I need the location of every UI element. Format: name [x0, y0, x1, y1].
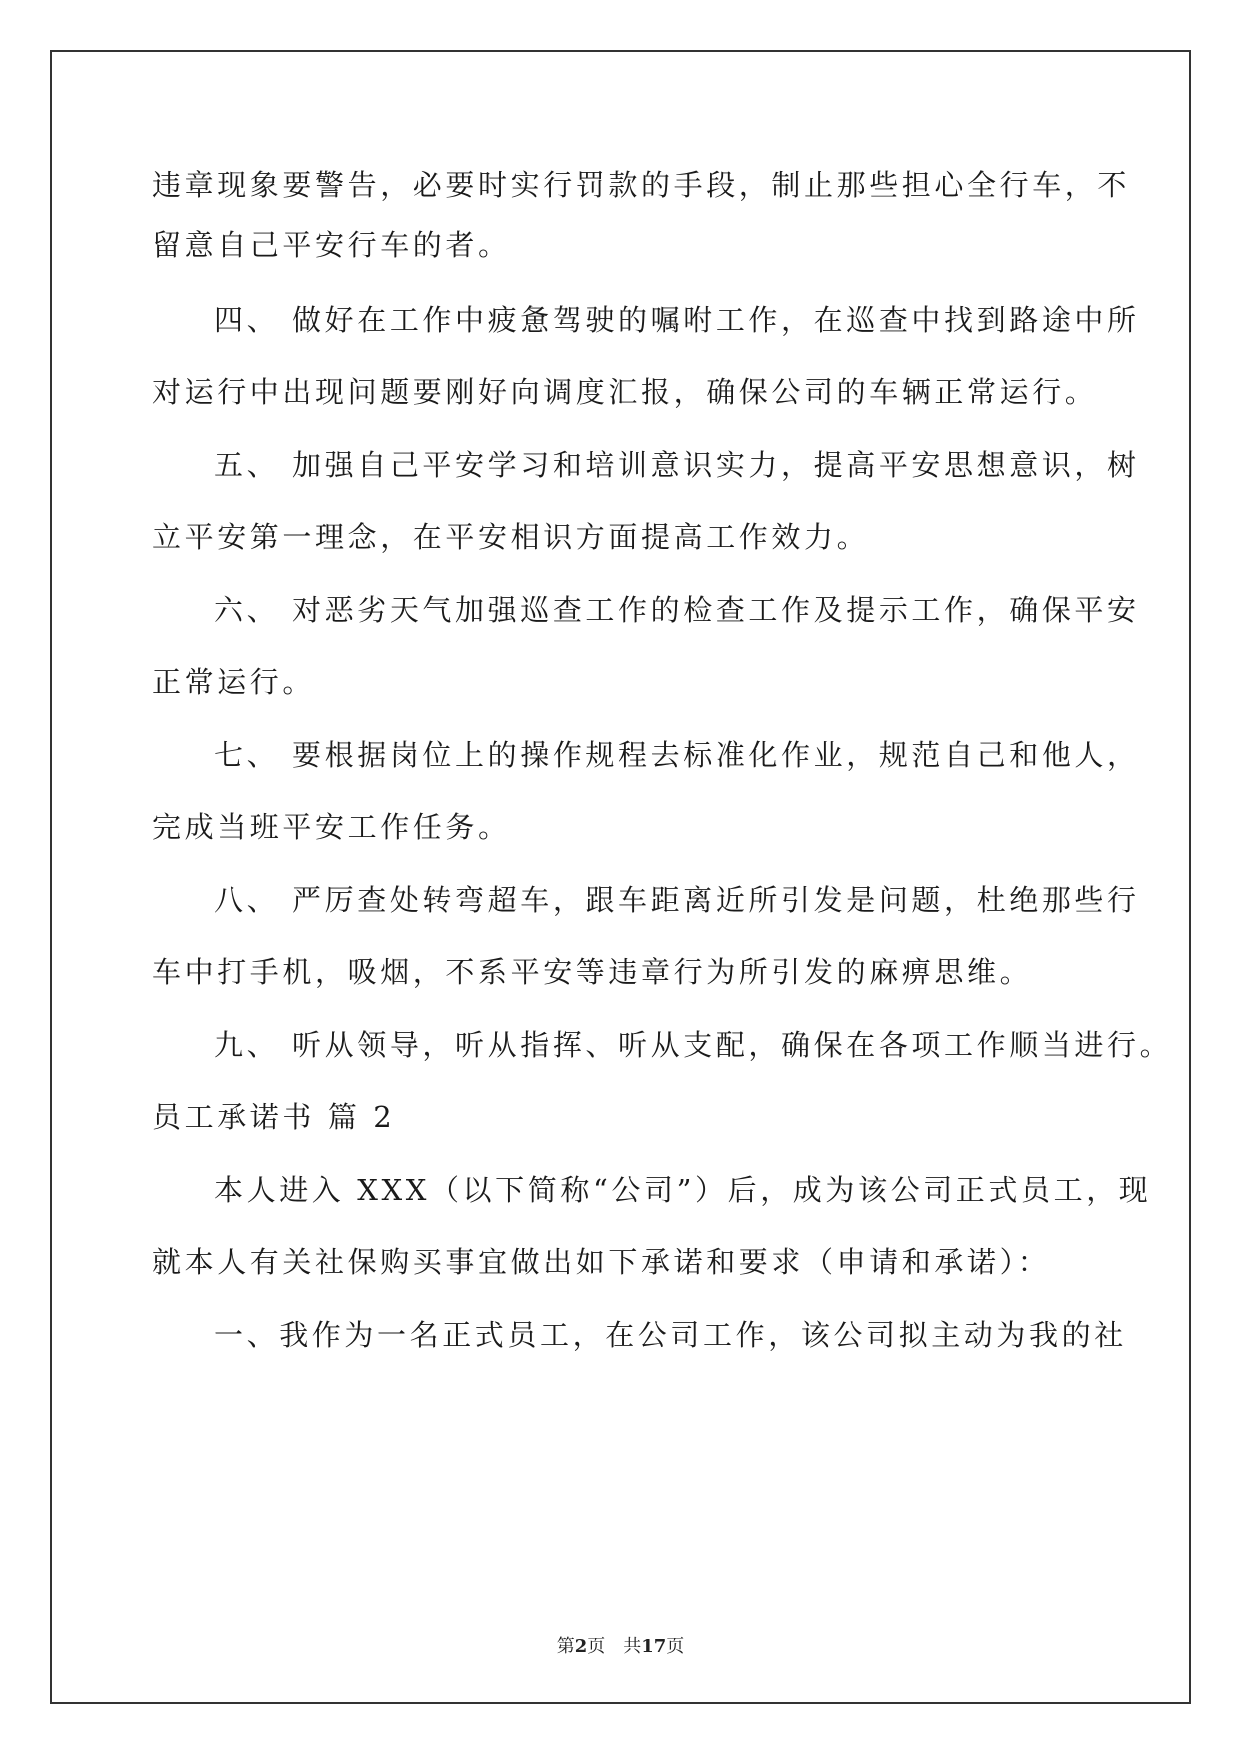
paragraph-4-line-1: 四、 做好在工作中疲惫驾驶的嘱咐工作，在巡查中找到路途中所 [214, 303, 1140, 337]
footer-suffix: 页 [666, 1636, 685, 1657]
paragraph-intro-line-1: 本人进入 XXX（以下简称“公司”）后，成为该公司正式员工，现 [214, 1173, 1152, 1207]
footer-mid: 页 共 [587, 1636, 642, 1657]
section-heading: 员工承诺书 篇 2 [152, 1100, 396, 1134]
paragraph-4-line-2: 对运行中出现问题要刚好向调度汇报，确保公司的车辆正常运行。 [152, 375, 1098, 409]
paragraph-8-line-2: 车中打手机，吸烟，不系平安等违章行为所引发的麻痹思维。 [152, 955, 1033, 989]
page-border [50, 50, 1191, 1704]
paragraph-6-line-1: 六、 对恶劣天气加强巡查工作的检查工作及提示工作，确保平安 [214, 593, 1140, 627]
footer-page-number: 2 [574, 1636, 588, 1657]
footer-total-pages: 17 [641, 1636, 667, 1657]
footer-prefix: 第 [556, 1636, 575, 1657]
paragraph-6-line-2: 正常运行。 [152, 665, 316, 699]
paragraph-5-line-2: 立平安第一理念，在平安相识方面提高工作效力。 [152, 520, 870, 554]
paragraph-7-line-1: 七、 要根据岗位上的操作规程去标准化作业，规范自己和他人， [214, 738, 1140, 772]
paragraph-intro-line-2: 就本人有关社保购买事宜做出如下承诺和要求（申请和承诺）： [152, 1245, 1051, 1279]
page-footer [0, 1635, 1241, 1659]
paragraph-5-line-1: 五、 加强自己平安学习和培训意识实力，提高平安思想意识，树 [214, 448, 1140, 482]
text-line: 违章现象要警告，必要时实行罚款的手段，制止那些担心全行车，不 [152, 168, 1131, 202]
paragraph-7-line-2: 完成当班平安工作任务。 [152, 810, 511, 844]
text-line: 留意自己平安行车的者。 [152, 228, 511, 262]
paragraph-9-line-1: 九、 听从领导，听从指挥、听从支配，确保在各项工作顺当进行。 [214, 1028, 1173, 1062]
paragraph-1-line-1: 一、我作为一名正式员工，在公司工作，该公司拟主动为我的社 [214, 1318, 1127, 1352]
paragraph-8-line-1: 八、 严厉查处转弯超车，跟车距离近所引发是问题，杜绝那些行 [214, 883, 1140, 917]
